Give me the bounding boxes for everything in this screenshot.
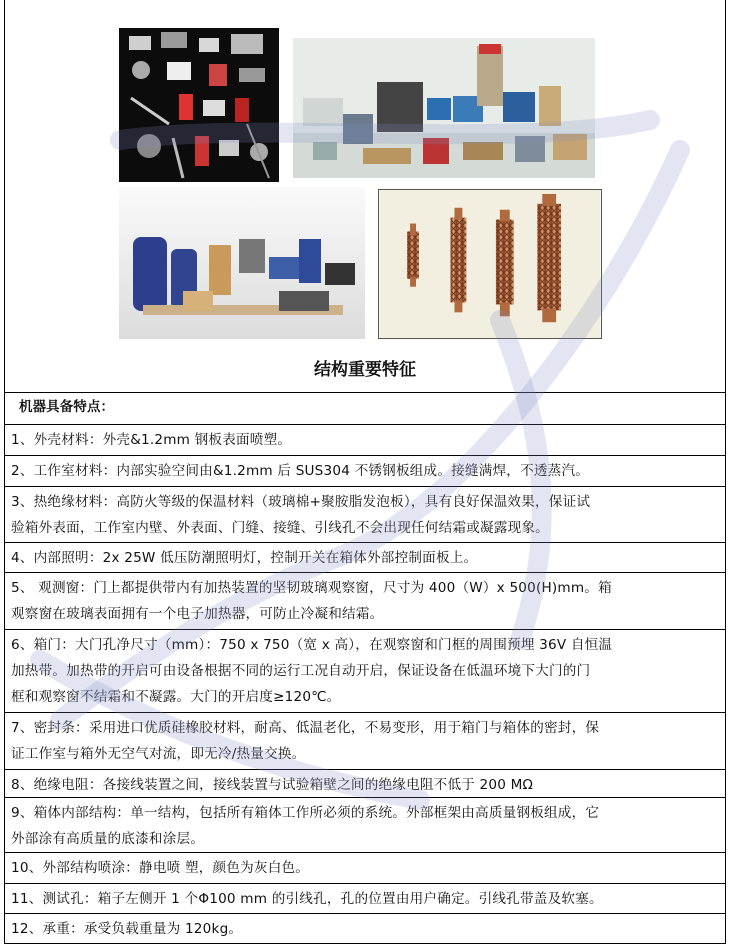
feature-item-10: 10、外部结构喷涂：静电喷 塑，颜色为灰白色。 bbox=[5, 852, 725, 883]
feature-item-9-line2: 外部涂有高质量的底漆和涂层。 bbox=[11, 831, 205, 847]
feature-item-5-line1: 5、 观测窗：门上都提供带内有加热装置的坚韧玻璃观察窗，尺寸为 400（W）x 500(H)mm。箱 bbox=[11, 580, 612, 596]
section-caption: 结构重要特征 bbox=[314, 360, 416, 380]
feature-item-9-line1: 9、箱体内部结构：单一结构，包括所有箱体工作所必须的系统。外部框架由高质量钢板组成，它 bbox=[11, 805, 600, 821]
feature-item-3 bbox=[5, 486, 725, 542]
product-photo-area bbox=[5, 0, 725, 392]
feature-item-7 bbox=[5, 712, 725, 769]
refrigeration-parts-photo bbox=[119, 187, 365, 339]
feature-item-4: 4、内部照明：2x 25W 低压防潮照明灯，控制开关在箱体外部控制面板上。 bbox=[5, 542, 725, 572]
feature-item-9 bbox=[5, 797, 725, 852]
valves-photo bbox=[293, 38, 595, 178]
feature-item-7-line1: 7、密封条：采用进口优质硅橡胶材料，耐高、低温老化，不易变形，用于箱门与箱体的密封，保 bbox=[11, 720, 600, 736]
feature-item-2: 2、工作室材料：内部实验空间由&1.2mm 后 SUS304 不锈钢板组成。接缝满焊，不透蒸汽。 bbox=[5, 455, 725, 486]
feature-item-5-line2: 观察窗在玻璃表面拥有一个电子加热器，可防止冷凝和结霜。 bbox=[11, 606, 384, 622]
feature-item-7-line2: 证工作室与箱外无空气对流，即无冷/热量交换。 bbox=[11, 746, 306, 762]
features-header: 机器具备特点： bbox=[5, 392, 725, 424]
feature-item-6-line3: 框和观察窗不结霜和不凝露。大门的开启度≥120℃。 bbox=[11, 689, 341, 705]
feature-item-3-line2: 验箱外表面，工作室内壁、外表面、门缝、接缝、引线孔不会出现任何结霜或凝露现象。 bbox=[11, 520, 549, 536]
spec-sheet bbox=[4, 0, 726, 944]
feature-item-6-line1: 6、箱门：大门孔净尺寸（mm）：750 x 750（宽 x 高），在观察窗和门框的周围预埋 36V 自恒温 bbox=[11, 637, 613, 653]
feature-item-5 bbox=[5, 572, 725, 629]
feature-item-6-line2: 加热带。加热带的开启可由设备根据不同的运行工况自动开启，保证设备在低温环境下大门的门 bbox=[11, 663, 591, 679]
feature-item-8: 8、绝缘电阻：各接线装置之间，接线装置与试验箱壁之间的绝缘电阻不低于 200 MΩ bbox=[5, 769, 725, 797]
feature-item-3-line1: 3、热绝缘材料：高防火等级的保温材料（玻璃棉+聚胺脂发泡板），具有良好保温效果，保证试 bbox=[11, 494, 591, 510]
feature-item-11: 11、测试孔：箱子左侧开 1 个Φ100 mm 的引线孔，孔的位置由用户确定。引线孔带盖及软塞。 bbox=[5, 883, 725, 913]
flexible-hoses-photo bbox=[378, 189, 602, 339]
feature-item-12: 12、承重：承受负载重量为 120kg。 bbox=[5, 913, 725, 944]
sensors-photo bbox=[119, 28, 279, 182]
feature-item-1: 1、外壳材料：外壳&1.2mm 钢板表面喷塑。 bbox=[5, 424, 725, 455]
feature-item-6 bbox=[5, 629, 725, 712]
